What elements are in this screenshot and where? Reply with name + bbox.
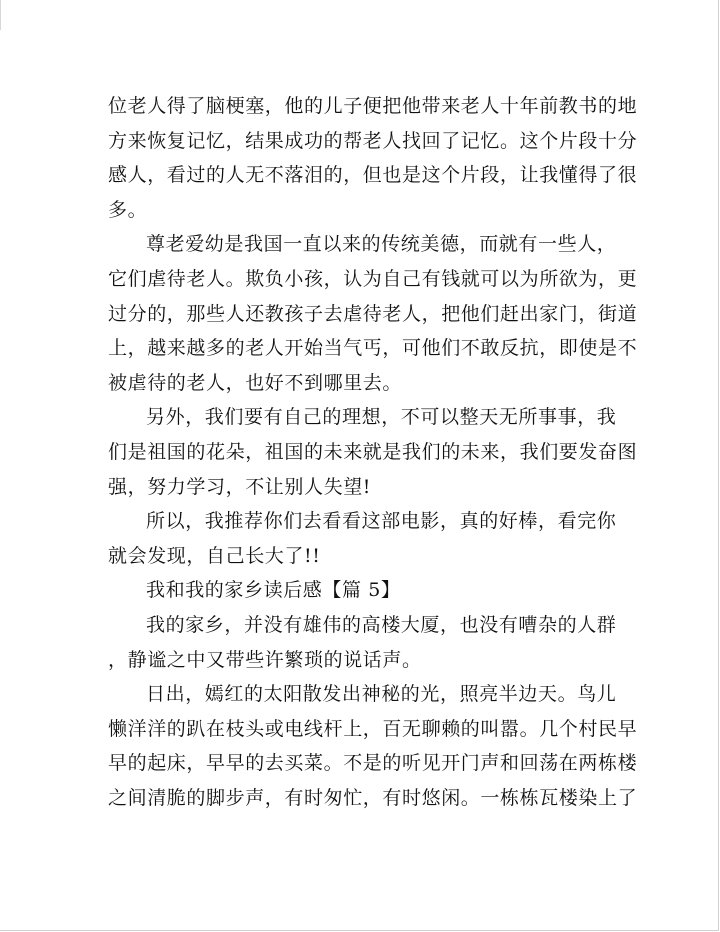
text-line: 感人，看过的人无不落泪的，但也是这个片段，让我懂得了很 (108, 164, 638, 187)
text-line: 懒洋洋的趴在枝头或电线杆上，百无聊赖的叫嚣。几个村民早 (108, 717, 638, 740)
text-line: 所以，我推荐你们去看看这部电影，真的好棒，看完你 (146, 510, 617, 533)
text-line: 强，努力学习，不让别人失望! (108, 475, 372, 498)
text-line: 尊老爱幼是我国一直以来的传统美德，而就有一些人， (146, 233, 617, 256)
text-line: 上，越来越多的老人开始当气丐，可他们不敢反抗，即使是不 (108, 337, 638, 360)
text-line: 位老人得了脑梗塞，他的儿子便把他带来老人十年前教书的地 (108, 95, 638, 117)
text-line: 它们虐待老人。欺负小孩，认为自己有钱就可以为所欲为，更 (108, 267, 638, 290)
text-line: 另外，我们要有自己的理想，不可以整天无所事事，我 (146, 406, 617, 429)
text-line: 日出，嫣红的太阳散发出神秘的光，照亮半边天。鸟儿 (146, 683, 617, 706)
text-line: 们是祖国的花朵，祖国的未来就是我们的未来，我们要发奋图 (108, 440, 638, 463)
text-line: 我和我的家乡读后感【篇 5】 (146, 579, 401, 602)
text-line: ，静谧之中又带些许繁琐的说话声。 (108, 648, 422, 671)
text-line: 过分的，那些人还教孩子去虐待老人，把他们赶出家门，街道 (108, 302, 638, 325)
text-line: 多。 (108, 198, 148, 221)
text-line: 方来恢复记忆，结果成功的帮老人找回了记忆。这个片段十分 (108, 129, 638, 152)
page-edge-mark (0, 0, 1, 30)
document-body (108, 89, 638, 815)
text-line: 被虐待的老人，也好不到哪里去。 (108, 371, 403, 394)
text-line: 就会发现，自己长大了!! (108, 544, 321, 567)
text-line: 我的家乡，并没有雄伟的高楼大厦，也没有嘈杂的人群 (146, 613, 617, 636)
text-line: 之间清脆的脚步声，有时匆忙，有时悠闲。一栋栋瓦楼染上了 (108, 786, 638, 809)
text-line: 早的起床，早早的去买菜。不是的听见开门声和回荡在两栋楼 (108, 752, 638, 775)
